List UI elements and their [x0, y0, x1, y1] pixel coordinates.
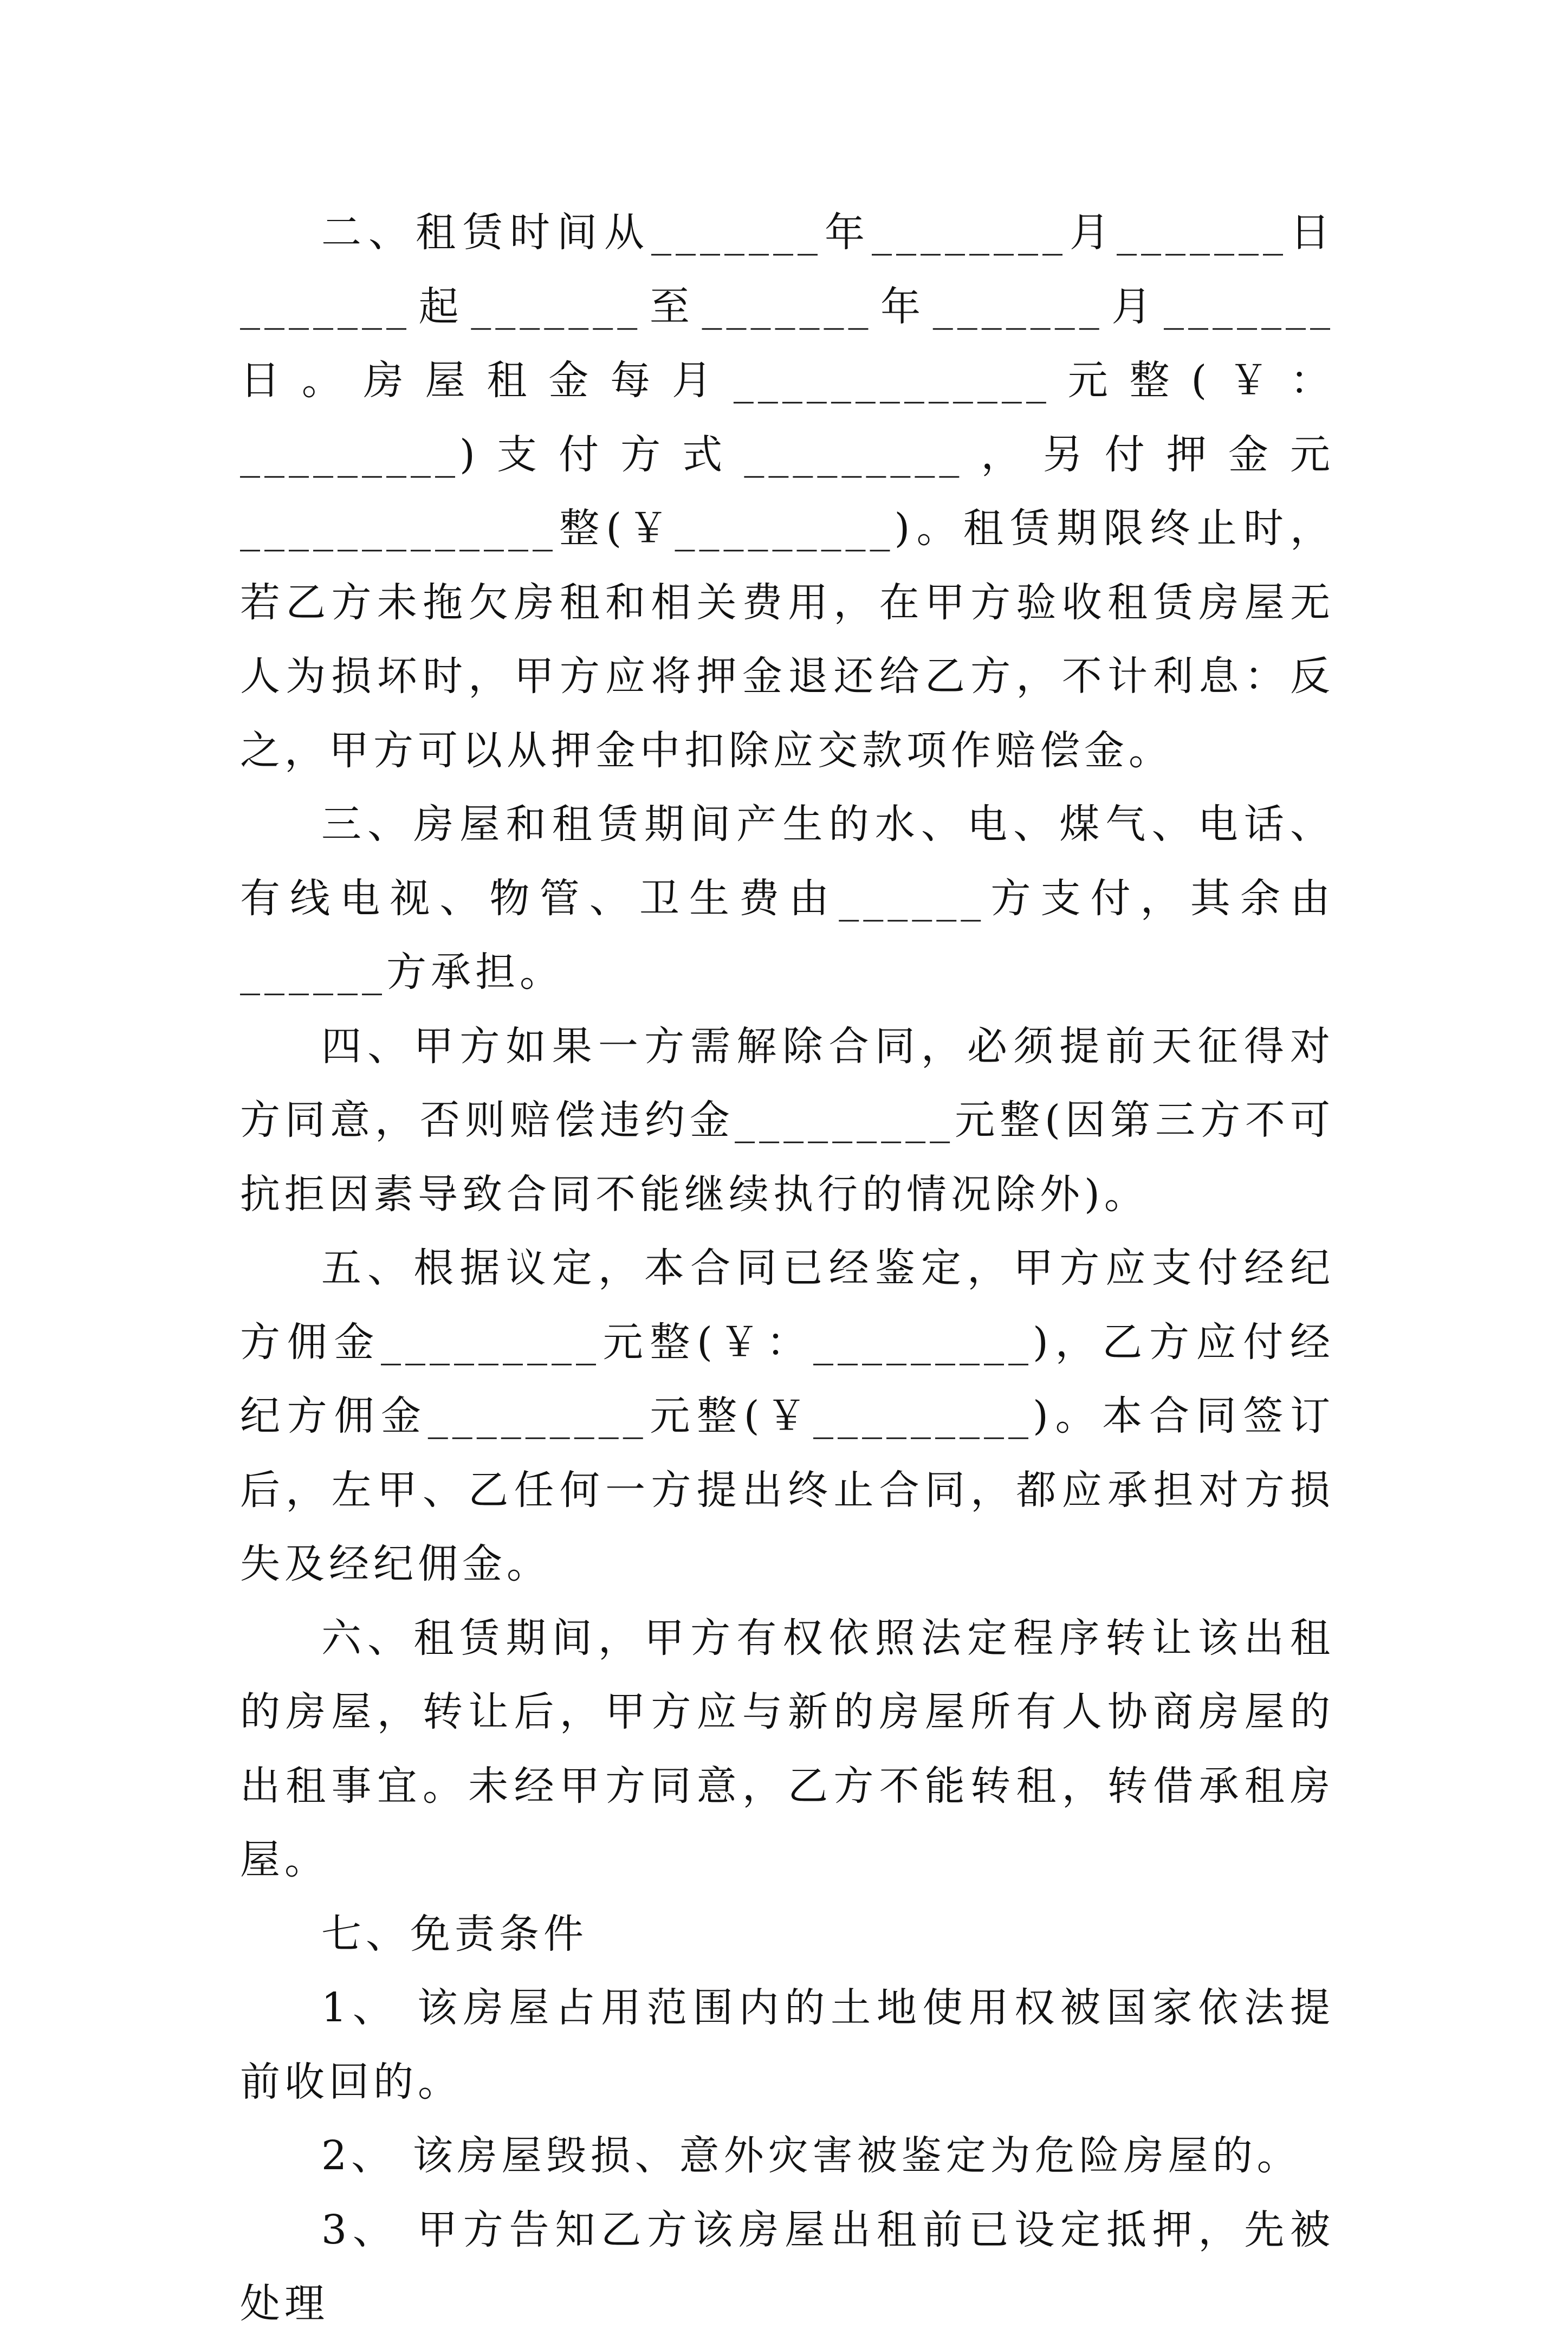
clause-7-item-1: 1、 该房屋占用范围内的土地使用权被国家依法提前收回的。	[240, 1984, 1334, 2105]
clause-3-utilities: 三、房屋和租赁期间产生的水、电、煤气、电话、有线电视、物管、卫生费由______方支付，其余由______方承担。	[240, 801, 1334, 995]
clause-7-item-2: 2、 该房屋毁损、意外灾害被鉴定为危险房屋的。	[321, 2132, 1301, 2179]
clause-7-heading: 七、免责条件	[321, 1910, 588, 1957]
clause-5-commission: 五、根据议定，本合同已经鉴定，甲方应支付经纪方佣金_________元整(￥：_________)，乙方应付经纪方佣金_________元整(￥_________)。本合同签订后，左甲、乙任何一方提出终止合同，都应承担对方损失及经纪佣金。	[240, 1245, 1334, 1587]
document-body	[240, 196, 1334, 2341]
clause-2-rental-term: 二、租赁时间从_______年________月_______日_______起_______至_______年_______月_______日。房屋租金每月_____________元整(￥：_________)支付方式_________，另付押金元_____________整(￥_________)。租赁期限终止时，若乙方未拖欠房租和相关费用，在甲方验收租赁房屋无人为损坏时，甲方应将押金退还给乙方，不计利息：反之，甲方可以从押金中扣除应交款项作赔偿金。	[240, 209, 1334, 774]
clause-6-transfer: 六、租赁期间，甲方有权依照法定程序转让该出租的房屋，转让后，甲方应与新的房屋所有人协商房屋的出租事宜。未经甲方同意，乙方不能转租，转借承租房屋。	[240, 1614, 1334, 1883]
clause-4-termination: 四、甲方如果一方需解除合同，必须提前天征得对方同意，否则赔偿违约金_________元整(因第三方不可抗拒因素导致合同不能继续执行的情况除外)。	[240, 1023, 1334, 1218]
clause-7-item-3: 3、 甲方告知乙方该房屋出租前已设定抵押，先被处理	[240, 2206, 1334, 2327]
